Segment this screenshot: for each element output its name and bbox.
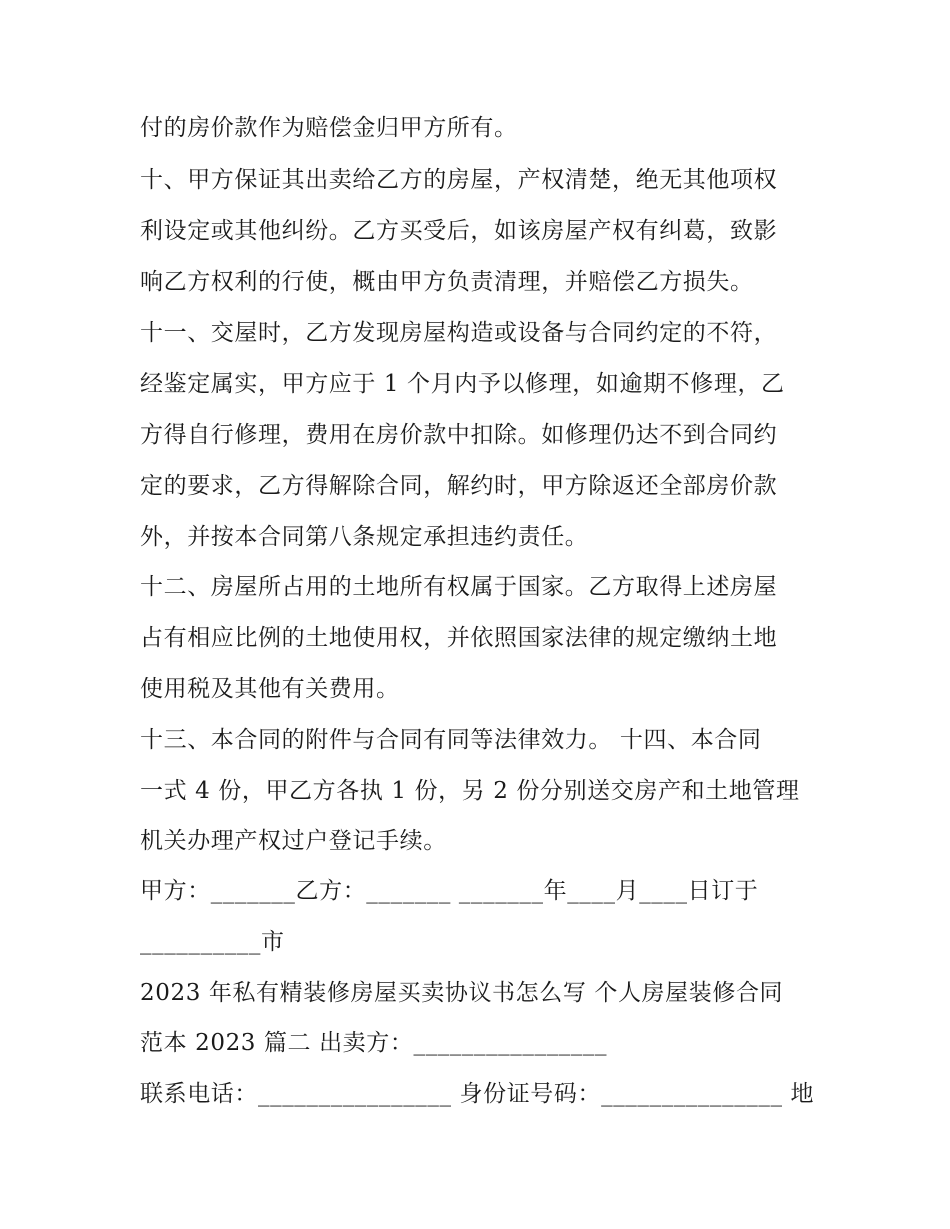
text-line: 十、甲方保证其出卖给乙方的房屋，产权清楚，绝无其他项权 xyxy=(140,167,778,193)
text-line: 十二、房屋所占用的土地所有权属于国家。乙方取得上述房屋 xyxy=(140,574,778,600)
text-line: 十一、交屋时，乙方发现房屋构造或设备与合同约定的不符， xyxy=(140,320,778,346)
text-line: 使用税及其他有关费用。 xyxy=(140,676,400,702)
contact-line: 联系电话：________________ 身份证号码：_______________ 地 xyxy=(140,1081,815,1107)
text-line: 外，并按本合同第八条规定承担违约责任。 xyxy=(140,524,589,550)
text-line: 一式 4 份，甲乙方各执 1 份，另 2 份分别送交房产和土地管理 xyxy=(140,778,800,804)
signature-city-line: __________市 xyxy=(140,929,285,955)
text-line: 经鉴定属实，甲方应于 1 个月内予以修理，如逾期不修理，乙 xyxy=(140,371,785,397)
text-line: 付的房价款作为赔偿金归甲方所有。 xyxy=(140,115,518,141)
text-line: 响乙方权利的行使，概由甲方负责清理，并赔偿乙方损失。 xyxy=(140,269,754,295)
text-line: 定的要求，乙方得解除合同，解约时，甲方除返还全部房价款 xyxy=(140,473,778,499)
text-line: 十三、本合同的附件与合同有同等法律效力。 十四、本合同 xyxy=(140,727,762,753)
section-heading: 2023 年私有精装修房屋买卖协议书怎么写 个人房屋装修合同 xyxy=(140,980,784,1006)
text-line: 占有相应比例的土地使用权，并依照国家法律的规定缴纳土地 xyxy=(140,625,778,651)
text-line: 利设定或其他纠纷。乙方买受后，如该房屋产权有纠葛，致影 xyxy=(140,218,778,244)
text-line: 机关办理产权过户登记手续。 xyxy=(140,828,447,854)
signature-line: 甲方：_______乙方：_______ _______年____月____日订于 xyxy=(140,878,759,904)
seller-line: 范本 2023 篇二 出卖方：________________ xyxy=(140,1030,608,1056)
text-line: 方得自行修理，费用在房价款中扣除。如修理仍达不到合同约 xyxy=(140,422,778,448)
